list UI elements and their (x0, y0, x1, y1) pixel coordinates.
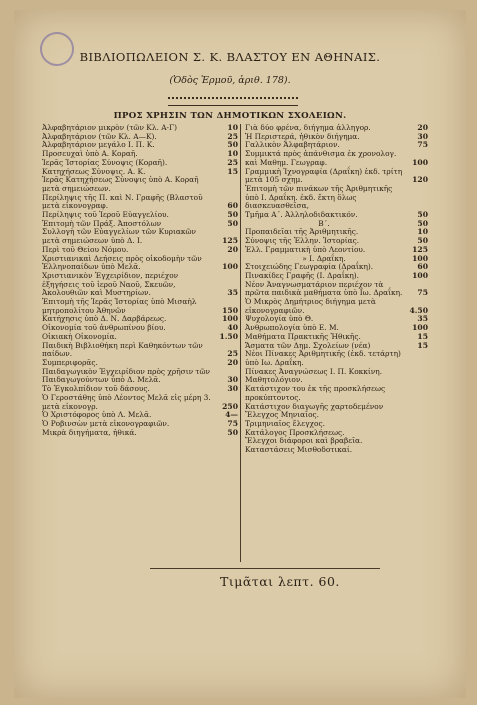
ornament-divider (168, 97, 298, 106)
entry-price: 100 (412, 253, 428, 263)
entry-price: 125 (412, 244, 428, 254)
entry-title: Παιδαγωγικὸν Ἐγχειρίδιον πρὸς χρῆσιν τῶν Παιδαγωγούντων ὑπὸ Δ. Μελᾶ. (42, 366, 211, 385)
catalogue-entry (42, 394, 238, 411)
entry-price: 150 (222, 305, 238, 315)
entry-title: Ὁ Ροβινσὼν μετὰ εἰκονογραφιῶν. (42, 418, 170, 428)
entry-title: Ὁ Γεροστάθης ὑπὸ Λέοντος Μελᾶ εἰς μέρη 3. μετὰ εἰκονογρ. (42, 392, 211, 411)
entry-title: Οἰκιακὴ Οἰκονομία. (42, 331, 117, 341)
entry-title: Μικρὰ διηγήματα, ἠθικά. (42, 427, 137, 437)
entry-title: Νέοι Πίνακες Ἀριθμητικῆς (ἐκδ. τετάρτη) ὑπὸ Ιω. Δραΐκη. (245, 349, 401, 367)
entry-title: Ψυχολογία ὑπὸ Θ. (245, 314, 314, 324)
entry-price: 100 (412, 270, 428, 280)
entry-price: 20 (227, 357, 238, 367)
entry-price: 4— (225, 410, 238, 420)
catalogue-entry (245, 446, 428, 455)
entry-price: 15 (227, 166, 238, 176)
catalogue-entry (42, 429, 238, 438)
catalogue-entry (245, 281, 428, 298)
entry-title: Ἀνθρωπολογία ὑπὸ Ε. Μ. (245, 323, 339, 333)
entry-price: 1.50 (219, 331, 238, 341)
entry-title: Ἐπιτομὴ τῶν Πράξ. Ἀποστόλων (42, 218, 162, 228)
entry-title: Κατήχησις ὑπὸ Δ. Ν. Δαρβάρεως. (42, 314, 167, 324)
entry-price: 75 (227, 418, 238, 428)
entry-title: Ἀλφαβητάριον (τῶν Κλ. Α—Κ). (42, 131, 157, 141)
entry-price: 50 (417, 210, 428, 220)
entry-price: 35 (227, 288, 238, 298)
entry-title: Χριστιανικὸν Ἐγχειρίδιον, περιέχον ἐξηγήσεις τοῦ ἱεροῦ Ναοῦ, Σκευῶν, Ἀκολουθιῶν καὶ Μυστηρίων. (42, 270, 179, 298)
left-column (42, 124, 238, 437)
entry-price: 25 (227, 349, 238, 359)
entry-price: 50 (227, 218, 238, 228)
entry-title: Μαθήματα Πρακτικῆς Ἠθικῆς. (245, 331, 361, 341)
entry-title: Κατάλογος Προσκλήσεως. (245, 427, 345, 437)
entry-price: 50 (417, 236, 428, 246)
right-column (245, 124, 428, 455)
entry-title: Πινακίδες Γραφῆς (Ι. Δραΐκη). (245, 270, 360, 280)
entry-price: 60 (417, 262, 428, 272)
entry-title: Ὁ Χριστόφορος ὑπὸ Λ. Μελᾶ. (42, 410, 152, 420)
entry-title: Πίνακες Ἀναγνώσεως Ι. Π. Κοκκίνη. (245, 366, 383, 376)
entry-price: 20 (417, 123, 428, 132)
entry-price: 30 (227, 375, 238, 385)
catalogue-entry (42, 228, 238, 245)
catalogue-entry (245, 298, 428, 315)
entry-title: Χριστιανικαὶ Δεήσεις πρὸς οἰκοδομὴν τῶν Ἑλληνοπαίδων ὑπὸ Μελᾶ. (42, 253, 202, 272)
entry-title: Ἑλλ. Γραμματικὴ ὑπὸ Λεοντίου. (245, 244, 366, 254)
entry-price: 125 (222, 236, 238, 246)
section-title: ΠΡΟΣ ΧΡΗΣΙΝ ΤΩΝ ΔΗΜΟΤΙΚΩΝ ΣΧΟΛΕΙΩΝ. (113, 111, 347, 121)
column-divider (240, 124, 241, 562)
entry-title: Ἐπιτομὴ τῶν πινάκων τῆς Ἀριθμητικῆς ὑπὸ Ι. Δραΐκη. ἐκδ. ἕκτη ὅλως διασκευασθεῖσα, (245, 183, 393, 211)
entry-title: Προσευχαὶ ὑπὸ Α. Κοραῆ. (42, 149, 138, 159)
entry-title: Ἐπιτομὴ τῆς Ἱερᾶς Ἱστορίας ὑπὸ Μισαὴλ μητροπολίτου Ἀθηνῶν (42, 297, 197, 315)
entry-price: 25 (227, 131, 238, 141)
entry-title: Προπαιδεῖαι τῆς Ἀριθμητικῆς. (245, 227, 359, 237)
entry-title: Συμπεριφορᾶς. (42, 357, 98, 367)
catalogue-entry (42, 194, 238, 211)
entry-price: 250 (222, 401, 238, 411)
entry-title: Ἄσματα τῶν Δημ. Σχολείων (νέα) (245, 340, 371, 350)
entry-title: Β΄. (318, 218, 330, 228)
entry-price: 120 (412, 175, 428, 185)
entry-title: Κατηχήσεως Σύνοψις. Α. Κ. (42, 166, 146, 176)
entry-title: Τμῆμα Α΄. Ἀλληλοδιδακτικόν. (245, 210, 358, 220)
entry-title: Συμμικτά πρὸς ἀπάνθισμα ἐκ χρονολογ. καὶ Μαθημ. Γεωγραφ. (245, 149, 397, 167)
entry-title: Περίληψις τοῦ Ἱεροῦ Εὐαγγελίου. (42, 210, 169, 220)
catalogue-entry (42, 368, 238, 385)
entry-title: Ἱερᾶς Ἱστορίας Σύνοψις (Κοραῆ). (42, 157, 168, 167)
catalogue-entry (42, 255, 238, 272)
entry-title: Ἀλφαβητάριον μεγάλο Ι. Π. Κ. (42, 140, 155, 150)
catalogue-entry (245, 385, 428, 402)
entry-title: Ἱερᾶς Κατηχήσεως Σύνοψις ὑπὸ Α. Κοραῆ μετὰ σημειώσεων. (42, 175, 199, 193)
catalogue-entry (245, 211, 428, 220)
catalogue-entry (42, 342, 238, 359)
catalogue-entry (42, 176, 238, 193)
entry-price: 100 (412, 157, 428, 167)
entry-title: Σύνοψις τῆς Ἑλλην. Ἱστορίας. (245, 236, 360, 246)
entry-price: 40 (227, 323, 238, 333)
entry-title: Ἔλεγχος Μηνιαῖος. (245, 410, 320, 420)
entry-price: 15 (417, 331, 428, 341)
entry-price: 100 (412, 323, 428, 333)
entry-price: 15 (417, 340, 428, 350)
entry-title: Ἀλφαβητάριον μικρὸν (τῶν Κλ. Α-Γ) (42, 123, 178, 132)
catalogue-entry (42, 272, 238, 298)
entry-title: Κατάστιχον του ἐκ τῆς προσκλήσεως προκύπτοντος. (245, 384, 386, 402)
entry-price: 100 (222, 314, 238, 324)
entry-title: Νέον Ἀναγνωσματάριον περιέχον τὰ πρῶτα παιδικὰ μαθήματα ὑπὸ Ιω. Δραΐκη. (245, 279, 403, 298)
entry-price: 35 (417, 314, 428, 324)
entry-title: » Ι. Δραΐκη. (302, 253, 346, 263)
entry-price: 50 (227, 210, 238, 220)
entry-price: 10 (417, 227, 428, 237)
entry-price: 20 (227, 244, 238, 254)
entry-title: Παιδικὴ Βιβλιοθήκη περὶ Καθηκόντων τῶν παίδων. (42, 340, 203, 359)
entry-price: 75 (417, 140, 428, 150)
entry-title: Γιὰ δύο φρένα, διήγημα ἀλληγορ. (245, 123, 371, 132)
entry-price: 25 (227, 157, 238, 167)
entry-title: Τὸ Ἐγκολπίδιον τοῦ δάσους. (42, 384, 150, 394)
entry-title: Ἔλεγχοι διάφοροι καὶ βραβεῖα. (245, 436, 363, 446)
entry-title: Συλλογὴ τῶν Εὐαγγελίων τῶν Κυριακῶν μετὰ σημειώσεων ὑπὸ Δ. Ι. (42, 227, 197, 246)
entry-title: Περίληψις τῆς Π. καὶ Ν. Γραφῆς (Βλαστοῦ μετὰ εἰκονογραφ. (42, 192, 203, 211)
entry-price: 10 (227, 123, 238, 132)
entry-title: Τριμηνιαῖος ἔλεγχος. (245, 418, 325, 428)
address-line: (Ὁδὸς Ἑρμοῦ, ἀριθ. 178). (169, 75, 291, 86)
entry-title: Μαθητολόγιον. (245, 375, 303, 385)
entry-title: Γραμμικὴ Ἰχνογραφία (Δραΐκη) ἐκδ. τρίτη μετὰ 105 σχημ. (245, 166, 403, 185)
price-rule (150, 568, 380, 569)
entry-price: 60 (227, 201, 238, 211)
catalogue-entry (245, 350, 428, 367)
catalogue-entry (245, 185, 428, 211)
entry-price: 30 (227, 384, 238, 394)
catalogue-entry (245, 168, 428, 185)
catalogue-entry (245, 150, 428, 167)
entry-title: Ὁ Μικρὸς Δημήτριος διήγημα μετὰ εἰκονογραφιῶν. (245, 297, 376, 315)
entry-price: 75 (417, 288, 428, 298)
entry-price: 4.50 (409, 305, 428, 315)
entry-title: Καταστάσεις Μισθοδοτικαί. (245, 445, 353, 455)
page-title: ΒΙΒΛΙΟΠΩΛΕΙΟΝ Σ. Κ. ΒΛΑΣΤΟΥ ΕΝ ΑΘΗΝΑΙΣ. (79, 50, 381, 64)
entry-title: Γαλλικὸν Ἀλφαβητάριον. (245, 140, 340, 150)
entry-price: 50 (417, 218, 428, 228)
entry-title: Ἡ Περιστερά, ἠθικὸν διήγημα. (245, 131, 360, 141)
entry-title: Οἰκονομία τοῦ ἀνθρωπίνου βίου. (42, 323, 166, 333)
entry-title: Στοιχειώδης Γεωγραφία (Δραΐκη). (245, 262, 374, 272)
entry-price: 50 (227, 427, 238, 437)
entry-title: Κατάστιχον διαγωγῆς χαρτοδεμένον (245, 401, 384, 411)
entry-title: Περὶ τοῦ Θείου Νόμου. (42, 244, 129, 254)
entry-price: 100 (222, 262, 238, 272)
price-note: Τιμᾶται λεπτ. 60. (220, 574, 340, 589)
entry-price: 10 (227, 149, 238, 159)
entry-price: 50 (227, 140, 238, 150)
catalogue-entry (42, 298, 238, 315)
entry-price: 30 (417, 131, 428, 141)
